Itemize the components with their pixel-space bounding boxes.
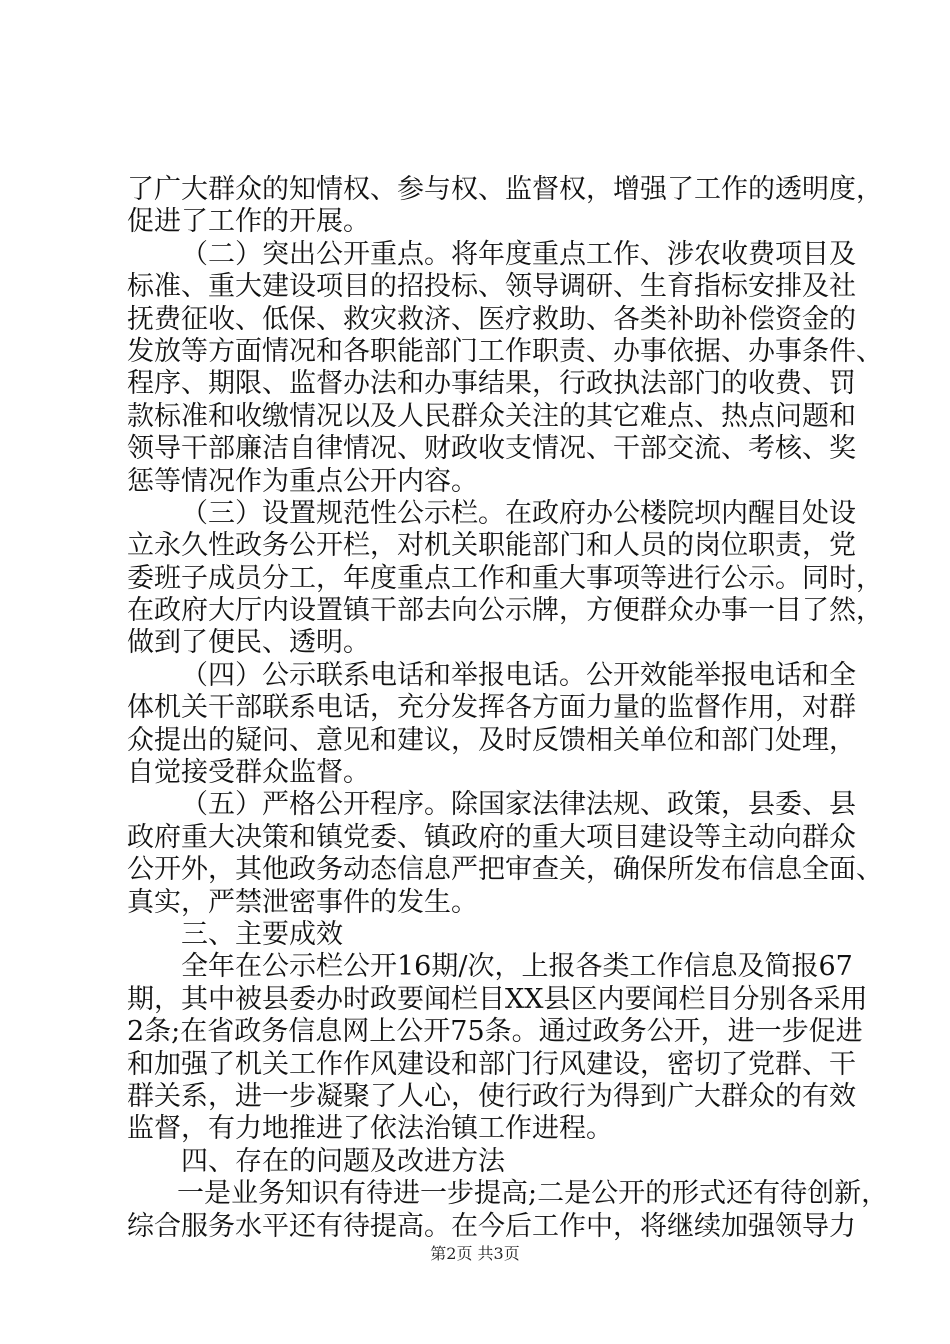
- text-line: 全年在公示栏公开16期/次，上报各类工作信息及简报67: [181, 951, 853, 983]
- text-line: 在政府大厅内设置镇干部去向公示牌，方便群众办事一目了然，: [127, 595, 883, 627]
- text-line: 款标准和收缴情况以及人民群众关注的其它难点、热点问题和: [127, 400, 856, 432]
- text-line: 委班子成员分工，年度重点工作和重大事项等进行公示。同时，: [127, 562, 883, 594]
- text-line: 立永久性政务公开栏，对机关职能部门和人员的岗位职责，党: [127, 530, 856, 562]
- section-heading: 四、存在的问题及改进方法: [181, 1145, 505, 1177]
- text-line: 标准、重大建设项目的招投标、领导调研、生育指标安排及社: [127, 271, 856, 303]
- text-line: 抚费征收、低保、救灾救济、医疗救助、各类补助补偿资金的: [127, 303, 856, 335]
- text-line: 政府重大决策和镇党委、镇政府的重大项目建设等主动向群众: [127, 821, 856, 853]
- text-line: 真实，严禁泄密事件的发生。: [127, 886, 478, 918]
- text-line: 群关系，进一步凝聚了人心，使行政行为得到广大群众的有效: [127, 1080, 856, 1112]
- text-line: 自觉接受群众监督。: [127, 757, 370, 789]
- text-line: 领导干部廉洁自律情况、财政收支情况、干部交流、考核、奖: [127, 433, 856, 465]
- page-number-footer: 第2页 共3页: [430, 1244, 520, 1263]
- text-line: 监督，有力地推进了依法治镇工作进程。: [127, 1113, 613, 1145]
- text-line: 和加强了机关工作作风建设和部门行风建设，密切了党群、干: [127, 1048, 856, 1080]
- text-line: 做到了便民、透明。: [127, 627, 370, 659]
- text-line: （三）设置规范性公示栏。在政府办公楼院坝内醒目处设: [181, 497, 856, 529]
- text-line: 体机关干部联系电话，充分发挥各方面力量的监督作用，对群: [127, 692, 856, 724]
- text-line: （四）公示联系电话和举报电话。公开效能举报电话和全: [181, 659, 856, 691]
- text-line: 公开外，其他政务动态信息严把审查关，确保所发布信息全面、: [127, 854, 883, 886]
- document-body: [127, 174, 889, 1243]
- text-line: 一是业务知识有待进一步提高;二是公开的形式还有待创新，: [177, 1178, 889, 1210]
- text-line: （二）突出公开重点。将年度重点工作、涉农收费项目及: [181, 238, 856, 270]
- text-line: 期，其中被县委办时政要闻栏目XX县区内要闻栏目分别各采用: [127, 983, 868, 1015]
- text-line: 综合服务水平还有待提高。在今后工作中，将继续加强领导力: [127, 1210, 856, 1242]
- text-line: （五）严格公开程序。除国家法律法规、政策，县委、县: [181, 789, 856, 821]
- text-line: 发放等方面情况和各职能部门工作职责、办事依据、办事条件、: [127, 335, 883, 367]
- text-line: 惩等情况作为重点公开内容。: [127, 465, 478, 497]
- section-heading: 三、主要成效: [181, 918, 343, 950]
- text-line: 程序、期限、监督办法和办事结果，行政执法部门的收费、罚: [127, 368, 856, 400]
- text-line: 促进了工作的开展。: [127, 206, 370, 238]
- text-line: 众提出的疑问、意见和建议，及时反馈相关单位和部门处理，: [127, 724, 856, 756]
- text-line: 2条;在省政务信息网上公开75条。通过政务公开，进一步促进: [127, 1016, 863, 1048]
- text-line: 了广大群众的知情权、参与权、监督权，增强了工作的透明度，: [127, 174, 883, 205]
